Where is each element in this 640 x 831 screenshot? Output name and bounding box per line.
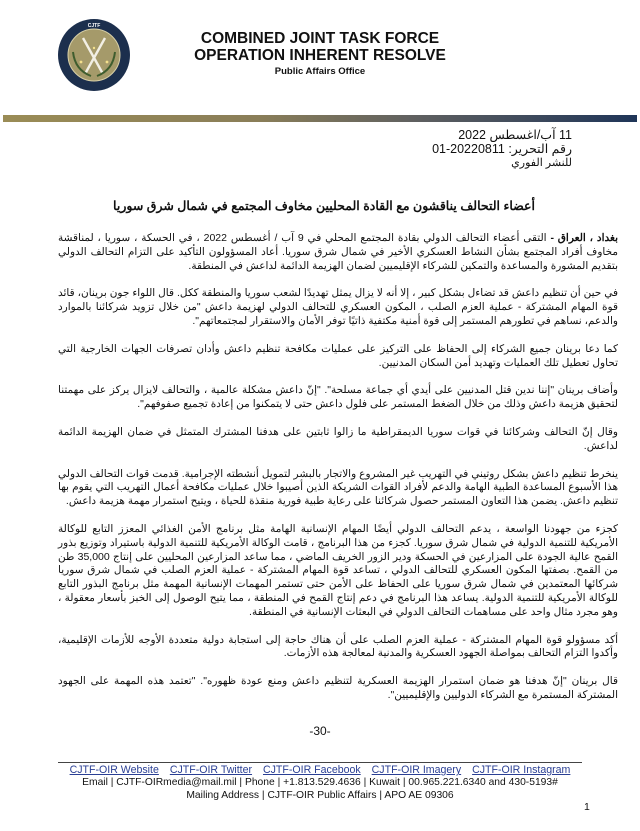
org-name-line2: OPERATION INHERENT RESOLVE [194,47,446,64]
contact-line: Email | CJTF-OIRmedia@mail.mil | Phone | +1.813.529.4636 | Kuwait | 00.965.221.6340 and 430-5193# [82,777,558,788]
paragraph: وقال إنّ التحالف وشركائنا في قوات سوريا الديمقراطية ما زالوا ثابتين على هدفنا المشترك المتمثل في ضمان الهزيمة الدائمة لداعش. [58,425,618,452]
letterhead [150,30,490,78]
footer-rule [58,762,582,763]
paragraph: قال برينان "إنّ هدفنا هو ضمان استمرار الهزيمة العسكرية لتنظيم داعش ومنع عودة ظهوره". "تعتمد هذه المهمة على الجهود المشتركة المستمرة مع الشركاء الدوليين والإقليميين". [58,675,618,701]
end-mark: -30- [309,724,331,738]
crossed-swords-emblem-icon [57,18,131,92]
instagram-link[interactable]: CJTF-OIR Instagram [472,764,571,776]
header-divider-bar [3,115,637,122]
svg-text:CJTF: CJTF [87,23,101,29]
paragraph: كما دعا برينان جميع الشركاء إلى الحفاظ على التركيز على عمليات مكافحة تنظيم داعش وأدان تصرفات الجهات الخارجية التي تحاول تعطيل تلك العمليات وتهديد أمن السكان المدنيين. [58,342,618,369]
paragraph: وأضاف برينان "إننا ندين قتل المدنيين على أيدي أي جماعة مسلحة". "إنّ داعش مشكلة عالمية ، والتحالف لايزال يركز على مهمتنا لتحقيق هزيمة داعش وذلك من خلال الضغط المستمر على فلول داعش حتى لا يتمكنوا من إعادة تجميع صفوفهم". [58,384,618,411]
page-number: 1 [584,801,590,813]
paragraph: ينخرط تنظيم داعش بشكل روتيني في التهريب غير المشروع والاتجار بالبشر لتمويل أنشطته الإجرامية. قدمت قوات التحالف الدولي هذا الأسبوع المساعدة الطبية الهامة والدعم لأفراد القوات الشريكة الذين أصيبوا خلال عمليات مكافحة أعمال التهريب التي يقوم بها تنظيم داعش. يضمن هذا التعاون المستمر حصول شركائنا على رعاية طبية فورية منقذة للحياة ، ويتيح استمرار مهمة هزيمة داعش. [58,467,618,508]
facebook-link[interactable]: CJTF-OIR Facebook [262,764,361,776]
footer-contact [0,777,640,802]
release-meta [432,128,572,170]
office-name: Public Affairs Office [274,66,366,77]
paragraph: كجزء من جهودنا الواسعة ، يدعم التحالف الدولي أيضًا المهام الإنسانية الهامة مثل برنامج الأمن الغذائي المعزز التابع للوكالة الأمريكية للتنمية الدولية في شمال شرق سوريا. كجزء من هذا البرنامج ، قامت الوكالة الأمريكية للتنمية الدولية باستيراد وتوزيع بذور القمح عالية الجودة على المزارعين في الحسكة ودير الزور الخريف الماضي ، مما ساعد المزارعين المحليين على إنتاج 35,000 طن من القمح. بصفتها المكون العسكري للتحالف الدولي ، تساعد قوة المهام المشتركة - عملية العزم الصلب في شمال شرق سوريا شركائها المعتمدين في شمال شرق سوريا على الحفاظ على الأمن حتى تستمر المهمات الإنسانية المهمة مثل برنامج البذور التابع للوكالة الأمريكية للتنمية الدولية. يساعد هذا البرنامج في دعم إنتاج القمح في المنطقة ، مما يتيح الوصول إلى الخبز بأسعار معقولة ، وهو مجرد مثال واحد على مساهمات التحالف الدولي في البعثات الإنسانية في المنطقة. [58,522,618,618]
paragraph: أكد مسؤولو قوة المهام المشتركة - عملية العزم الصلب على أن هناك حاجة إلى استجابة دولية متعددة الأوجه للأزمات الإقليمية، وأكدوا التزام التحالف بمواصلة الجهود العسكرية والمدنية لمعالجة هذه الأزمات. [58,633,618,660]
paragraph: في حين أن تنظيم داعش قد تضاءل بشكل كبير ، إلا أنه لا يزال يمثل تهديدًا لشعب سوريا والمنطقة ككل. قال اللواء جون برينان، قائد قوة المهام المشتركة - عملية العزم الصلب ، المكون العسكري للتحالف الدولي لهزيمة داعش "من خلال تزويد شركائنا بالموارد والدعم، نساهم في تطورهم المستمر إلى قوة أمنية مكتفية ذاتيًا توفر الأمان والاستقرار لمجتمعاتهم". [58,287,618,327]
paragraph: بغداد ، العراق - التقى أعضاء التحالف الدولي بقادة المجتمع المحلي في 9 آب / أغسطس 2022 ، في الحسكة ، سوريا ، لمناقشة مخاوف أفراد المجتمع بشأن النشاط العسكري الأخير في شمال شرق سوريا. أعاد المسؤولون التأكيد على التزام التحالف الدولي بتقديم المشورة والمساعدة والتمكين للشركاء الإقليميين لضمان الهزيمة الدائمة لداعش في المنطقة. [58,232,618,272]
website-link[interactable]: CJTF-OIR Website [69,764,159,776]
release-number: رقم التحرير: 20220811-01 [432,142,572,156]
release-date: 11 آب/اغسطس 2022 [458,128,572,142]
footer-links [0,764,640,776]
address-line: Mailing Address | CJTF-OIR Public Affairs | APO AE 09306 [186,789,454,801]
imagery-link[interactable]: CJTF-OIR Imagery [371,764,462,776]
cjtf-oir-logo [57,18,131,92]
press-release-body [58,232,618,717]
twitter-link[interactable]: CJTF-OIR Twitter [169,764,253,776]
dateline: بغداد ، العراق - [550,232,618,244]
org-name-line1: COMBINED JOINT TASK FORCE [200,30,440,47]
release-type: للنشر الفوري [511,157,572,169]
press-release-title: أعضاء التحالف يناقشون مع القادة المحليين مخاوف المجتمع في شمال شرق سوريا [113,199,535,213]
